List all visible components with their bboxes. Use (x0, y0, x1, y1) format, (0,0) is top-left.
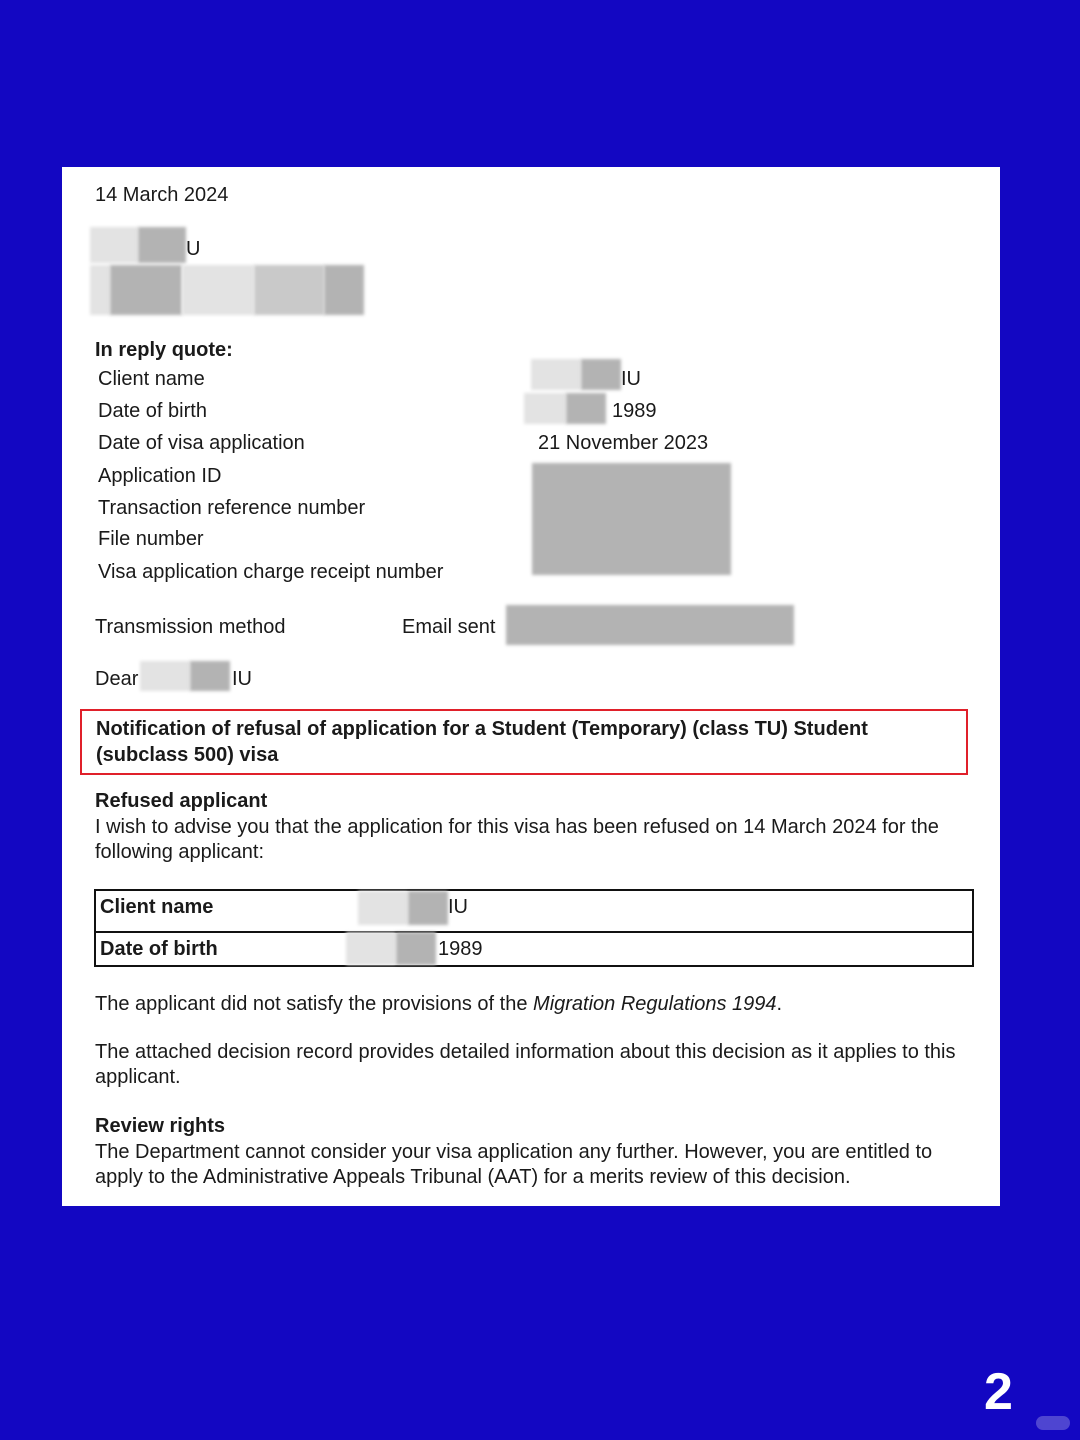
redaction-email (506, 605, 794, 645)
transmission-method-value: Email sent (402, 616, 496, 638)
refusal-notice-title: Notification of refusal of application for a Student (Temporary) (class TU) Student (subclass 500) visa (96, 718, 868, 766)
reply-label-date-of-birth: Date of birth (98, 400, 207, 422)
refused-applicant-table (94, 889, 974, 967)
migration-regulations-title: Migration Regulations 1994 (533, 993, 777, 1015)
reply-label-visa-application-date: Date of visa application (98, 432, 305, 454)
letter-page (62, 167, 1000, 1206)
refusal-notice-box (80, 709, 968, 775)
recipient-name-suffix: U (186, 238, 201, 260)
provisions-text-after: . (776, 993, 783, 1015)
redaction-ids-block (532, 463, 731, 575)
reply-label-application-id: Application ID (98, 465, 222, 487)
decision-record-text: The attached decision record provides detailed information about this decision as it applies to this applicant. (95, 1041, 956, 1088)
table-label-client-name: Client name (100, 896, 214, 918)
redaction-address-a (90, 265, 110, 315)
reply-label-file-number: File number (98, 528, 204, 550)
reply-label-transaction-ref: Transaction reference number (98, 497, 366, 519)
redaction-client-name-a (531, 359, 581, 390)
table-value-client-name: IU (448, 896, 468, 918)
table-value-date-of-birth: 1989 (438, 938, 483, 960)
redaction-salutation-a (140, 661, 190, 691)
watermark-badge (1036, 1416, 1070, 1430)
table-row-divider (96, 931, 972, 933)
redaction-address-e (324, 265, 364, 315)
redaction-table-dob-a (346, 932, 396, 965)
page-number: 2 (984, 1363, 1013, 1421)
reply-value-client-name: IU (621, 368, 641, 390)
table-label-date-of-birth: Date of birth (100, 938, 218, 960)
redaction-salutation-b (190, 661, 230, 691)
redaction-table-client-b (408, 891, 448, 925)
redaction-recipient-name-a (90, 227, 138, 263)
redaction-address-b (110, 265, 182, 315)
redaction-dob-a (524, 393, 566, 424)
salutation: Dear (95, 668, 139, 690)
refused-applicant-heading: Refused applicant (95, 790, 268, 812)
redaction-table-client-a (358, 891, 408, 925)
salutation-suffix: IU (232, 668, 252, 690)
review-rights-text: The Department cannot consider your visa application any further. However, you are entitled to apply to the Administrative Appeals Tribunal (AAT) for a merits review of this decision. (95, 1141, 933, 1188)
redaction-client-name-b (581, 359, 621, 390)
review-rights-heading: Review rights (95, 1115, 226, 1137)
reply-value-date-of-birth: 1989 (612, 400, 657, 422)
reply-label-client-name: Client name (98, 368, 205, 390)
refused-applicant-text: I wish to advise you that the application for this visa has been refused on 14 March 2024 for the following applicant: (95, 816, 939, 863)
reply-value-visa-application-date: 21 November 2023 (538, 432, 709, 454)
reply-label-receipt-number: Visa application charge receipt number (98, 561, 444, 583)
transmission-method-label: Transmission method (95, 616, 286, 638)
reply-quote-heading: In reply quote: (95, 339, 233, 361)
redaction-dob-b (566, 393, 606, 424)
redaction-address-d (254, 265, 324, 315)
redaction-address-c (182, 265, 254, 315)
redaction-recipient-name-b (138, 227, 186, 263)
letter-date: 14 March 2024 (95, 184, 229, 206)
provisions-text-before: The applicant did not satisfy the provisions of the (95, 993, 534, 1015)
provisions-text (95, 992, 975, 1017)
redaction-table-dob-b (396, 932, 436, 965)
